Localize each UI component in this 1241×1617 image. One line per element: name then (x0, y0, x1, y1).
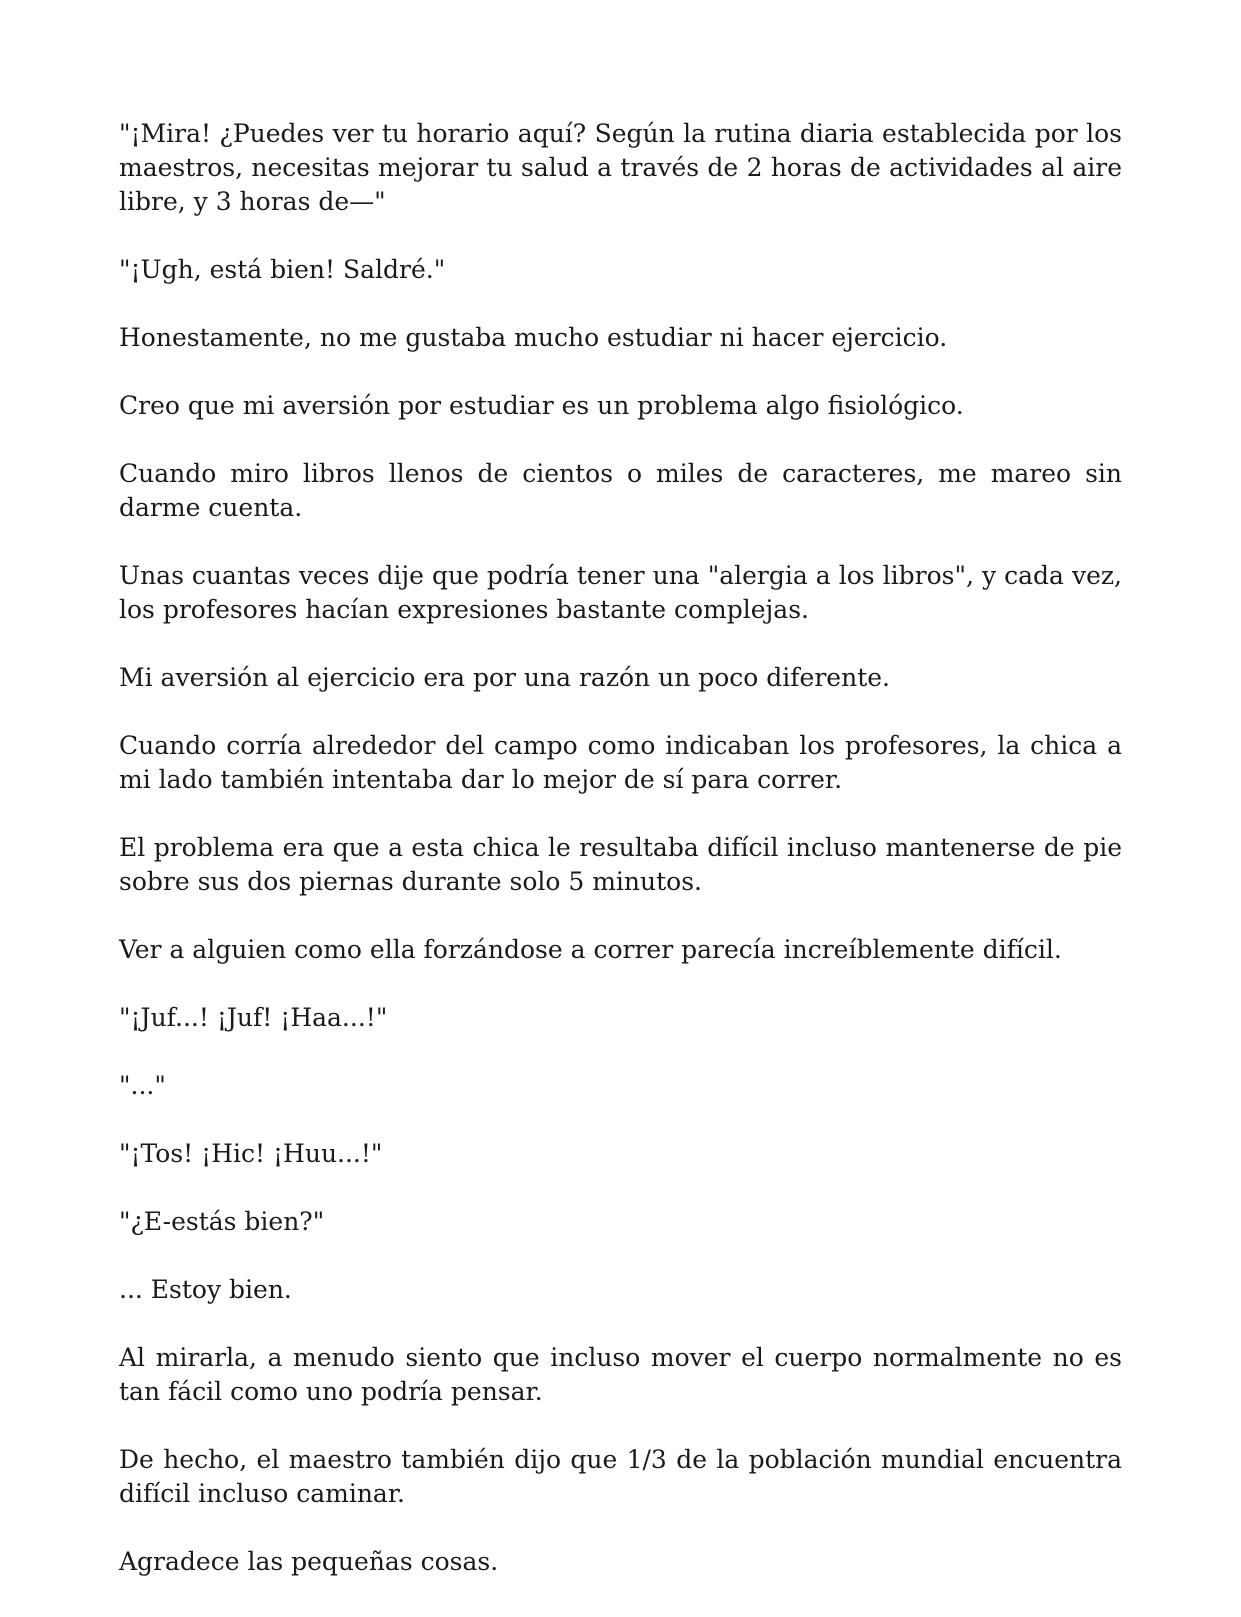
paragraph: Mi aversión al ejercicio era por una razón un poco diferente. (119, 663, 890, 692)
paragraph: Cuando miro libros llenos de cientos o miles de caracteres, me mareo sin darme cuenta. (119, 459, 1122, 522)
paragraph: Agradece las pequeñas cosas. (119, 1547, 499, 1576)
paragraph: Creo que mi aversión por estudiar es un problema algo fisiológico. (119, 391, 964, 420)
paragraph: Honestamente, no me gustaba mucho estudiar ni hacer ejercicio. (119, 323, 948, 352)
paragraph: Al mirarla, a menudo siento que incluso mover el cuerpo normalmente no es tan fácil como uno podría pensar. (119, 1343, 1122, 1406)
paragraph: El problema era que a esta chica le resultaba difícil incluso mantenerse de pie sobre sus dos piernas durante solo 5 minutos. (119, 833, 1122, 896)
dialogue-line: "..." (119, 1071, 166, 1100)
paragraph: De hecho, el maestro también dijo que 1/3 de la población mundial encuentra difícil incluso caminar. (119, 1445, 1122, 1508)
dialogue-line: "¡Ugh, está bien! Saldré." (119, 255, 446, 284)
paragraph: ... Estoy bien. (119, 1275, 292, 1304)
paragraph: Cuando corría alrededor del campo como indicaban los profesores, la chica a mi lado también intentaba dar lo mejor de sí para correr. (119, 731, 1122, 794)
dialogue-line: "¡Tos! ¡Hic! ¡Huu...!" (119, 1139, 383, 1168)
document-body (119, 117, 1122, 1613)
paragraph: Ver a alguien como ella forzándose a correr parecía increíblemente difícil. (119, 935, 1062, 964)
paragraph: Unas cuantas veces dije que podría tener una "alergia a los libros", y cada vez, los profesores hacían expresiones bastante complejas. (119, 561, 1122, 624)
paragraph: "¡Mira! ¿Puedes ver tu horario aquí? Según la rutina diaria establecida por los maestros, necesitas mejorar tu salud a través de 2 horas de actividades al aire libre, y 3 horas de—" (119, 119, 1122, 216)
dialogue-line: "¡Juf...! ¡Juf! ¡Haa...!" (119, 1003, 388, 1032)
dialogue-line: "¿E-estás bien?" (119, 1207, 325, 1236)
